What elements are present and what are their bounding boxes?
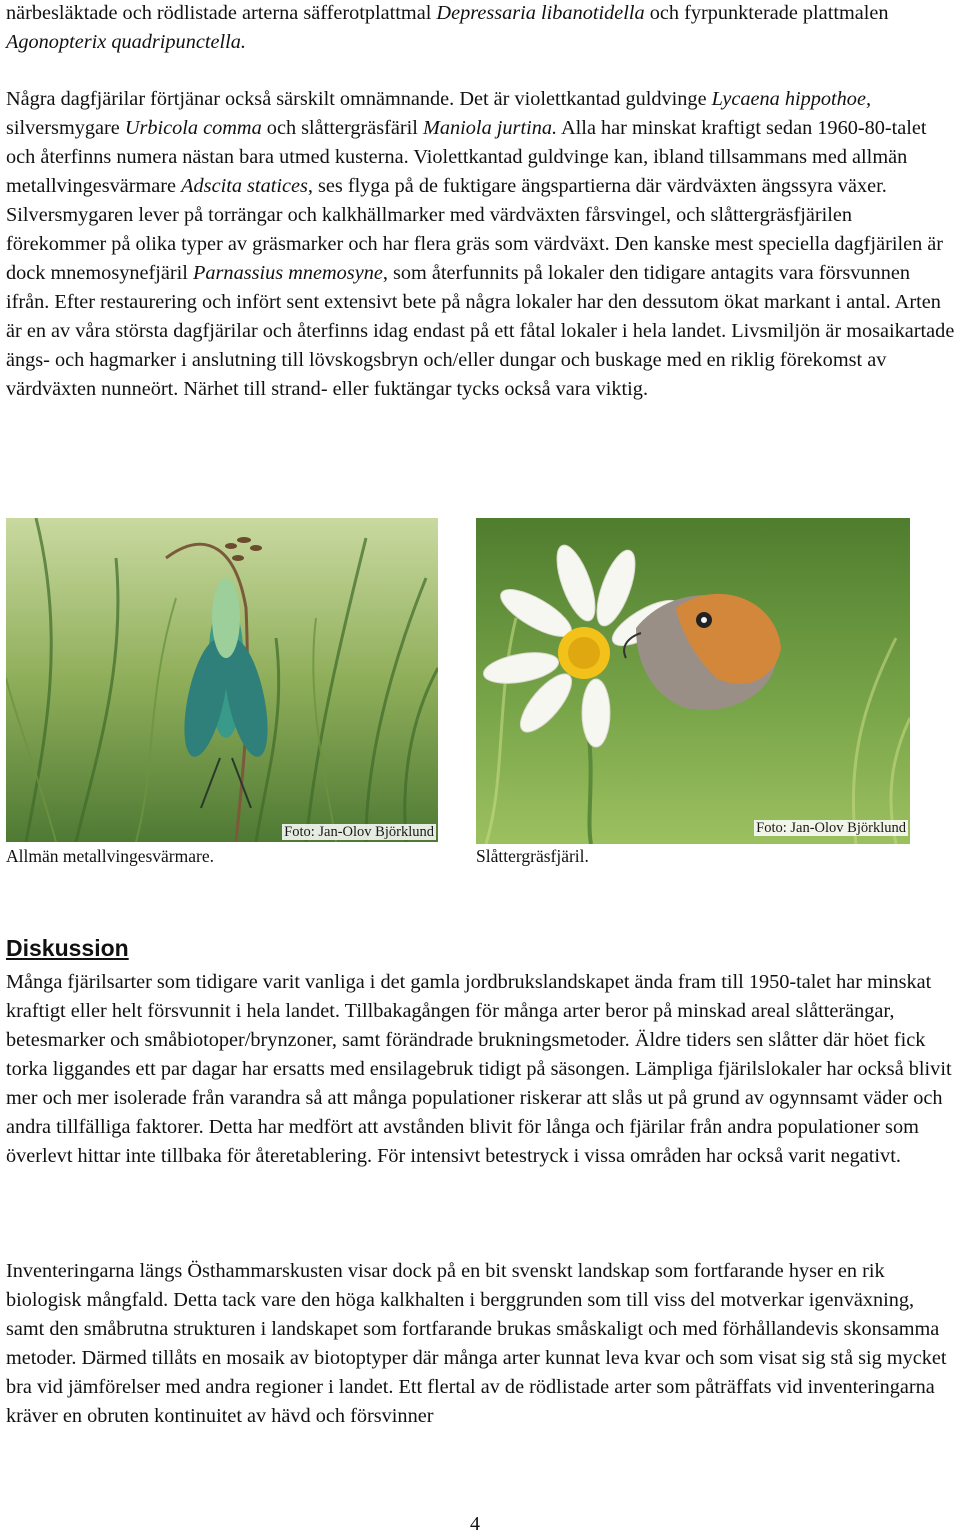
text-run: Alla har minskat kraftigt sedan 1960-80-talet och återfinns numera nästan bara utmed kusterna. Violettkantad guldvinge kan, ibland tillsammans med allmän metallvingesvärmare xyxy=(6,117,927,197)
page-number: 4 xyxy=(470,1513,480,1535)
species-name: Urbicola comma xyxy=(124,117,262,139)
text-run: och slåttergräsfäril xyxy=(261,117,423,139)
text-run: och fyrpunkterade plattmalen xyxy=(644,2,889,24)
photo-metallvingesvarmare xyxy=(6,518,438,842)
diskussion-paragraph: Många fjärilsarter som tidigare varit vanliga i det gamla jordbrukslandskapet ända fram till 1950-talet har minskat kraftigt eller helt försvunnit i hela landet. Tillbakagången för många arter beror på minskad areal slåtterängar, betesmarker och småbiotoper/brynzoner, samt förändrade brukningsmetoder. Äldre tiders sen slåtter där höet fick torka liggandes ett par dagar har ersatts med ensilagebruk tidigt på säsongen. Lämpliga fjärilslokaler har också blivit mer och mer isolerade från varandra så att många populationer riskerar att slås ut på grund av ogynnsamt väder och andra tillfälliga faktorer. Detta har medfört att avstånden blivit för långa och fjärilar från andra populationer som överlevt hittar inte tillbaka för återetablering. För intensivt betestryck i vissa områden har också varit negativt. xyxy=(6,971,952,1167)
butterfly-photo-illustration xyxy=(476,518,910,844)
figure-caption: Slåttergräsfjäril. xyxy=(476,846,589,866)
text-run: silversmygare xyxy=(6,117,125,139)
figure-caption: Allmän metallvingesvärmare. xyxy=(6,846,214,866)
species-name: Adscita statices xyxy=(181,175,308,197)
species-name: Maniola jurtina. xyxy=(422,117,558,139)
dagfjarilar-paragraph xyxy=(6,85,956,404)
text-run: närbesläktade och rödlistade arterna säfferotplattmal xyxy=(6,2,437,24)
text-run: , ses flyga på de fuktigare ängspartierna där värdväxten ängssyra växer. Silversmygaren lever på torrängar och kalkhällmarker med värdväxten fårsvingel, och slåttergräsfjärilen förekommer på olika typer av gräsmarker och har flera gräs som värdväxt. Den kanske mest speciella dagfjärilen är dock mnemosynefjäril xyxy=(6,175,944,284)
text-run: Några dagfjärilar förtjänar också särskilt omnämnande. Det är violettkantad guldvinge xyxy=(6,88,712,110)
intro-tail-paragraph xyxy=(6,0,956,57)
section-heading: Diskussion xyxy=(6,935,129,961)
photo-credit: Foto: Jan-Olov Björklund xyxy=(756,820,906,836)
photo-slattergrasfjaril xyxy=(476,518,910,844)
moth-photo-illustration xyxy=(6,518,438,842)
photo-credit: Foto: Jan-Olov Björklund xyxy=(284,824,434,840)
species-name: Lycaena hippothoe, xyxy=(711,88,872,110)
species-name: Agonopterix quadripunctella. xyxy=(6,31,246,53)
species-name: Depressaria libanotidella xyxy=(436,2,645,24)
species-name: Parnassius mnemosyne xyxy=(193,262,383,284)
text-run: , som återfunnits på lokaler den tidigare antagits vara försvunnen ifrån. Efter restaurering och infört sent extensivt bete på några lokaler har den dessutom ökat markant i antal. Arten är en av våra största dagfjärilar och återfinns idag endast på ett fåtal lokaler i hela landet. Livsmiljön är mosaikartade ängs- och hagmarker i anslutning till lövskogsbryn och/eller dungar och buskage med en riklig förekomst av värdväxten nunneört. Närhet till strand- eller fuktängar tycks också vara viktig. xyxy=(6,262,955,400)
inventering-paragraph: Inventeringarna längs Östhammarskusten visar dock på en bit svenskt landskap som fortfarande hyser en rik biologisk mångfald. Detta tack vare den höga kalkhalten i berggrunden som till viss del motverkar igenväxning, samt den småbrutna strukturen i landskapet som fortfarande brukas småskaligt och med förhållandevis skonsamma metoder. Därmed tillåts en mosaik av biotoptyper där många arter kunnat leva kvar och som visat sig stå sig mycket bra vid jämförelser med andra regioner i landet. Ett flertal av de rödlistade arter som påträffats vid inventeringarna kräver en obruten kontinuitet av hävd och försvinner xyxy=(6,1260,947,1427)
